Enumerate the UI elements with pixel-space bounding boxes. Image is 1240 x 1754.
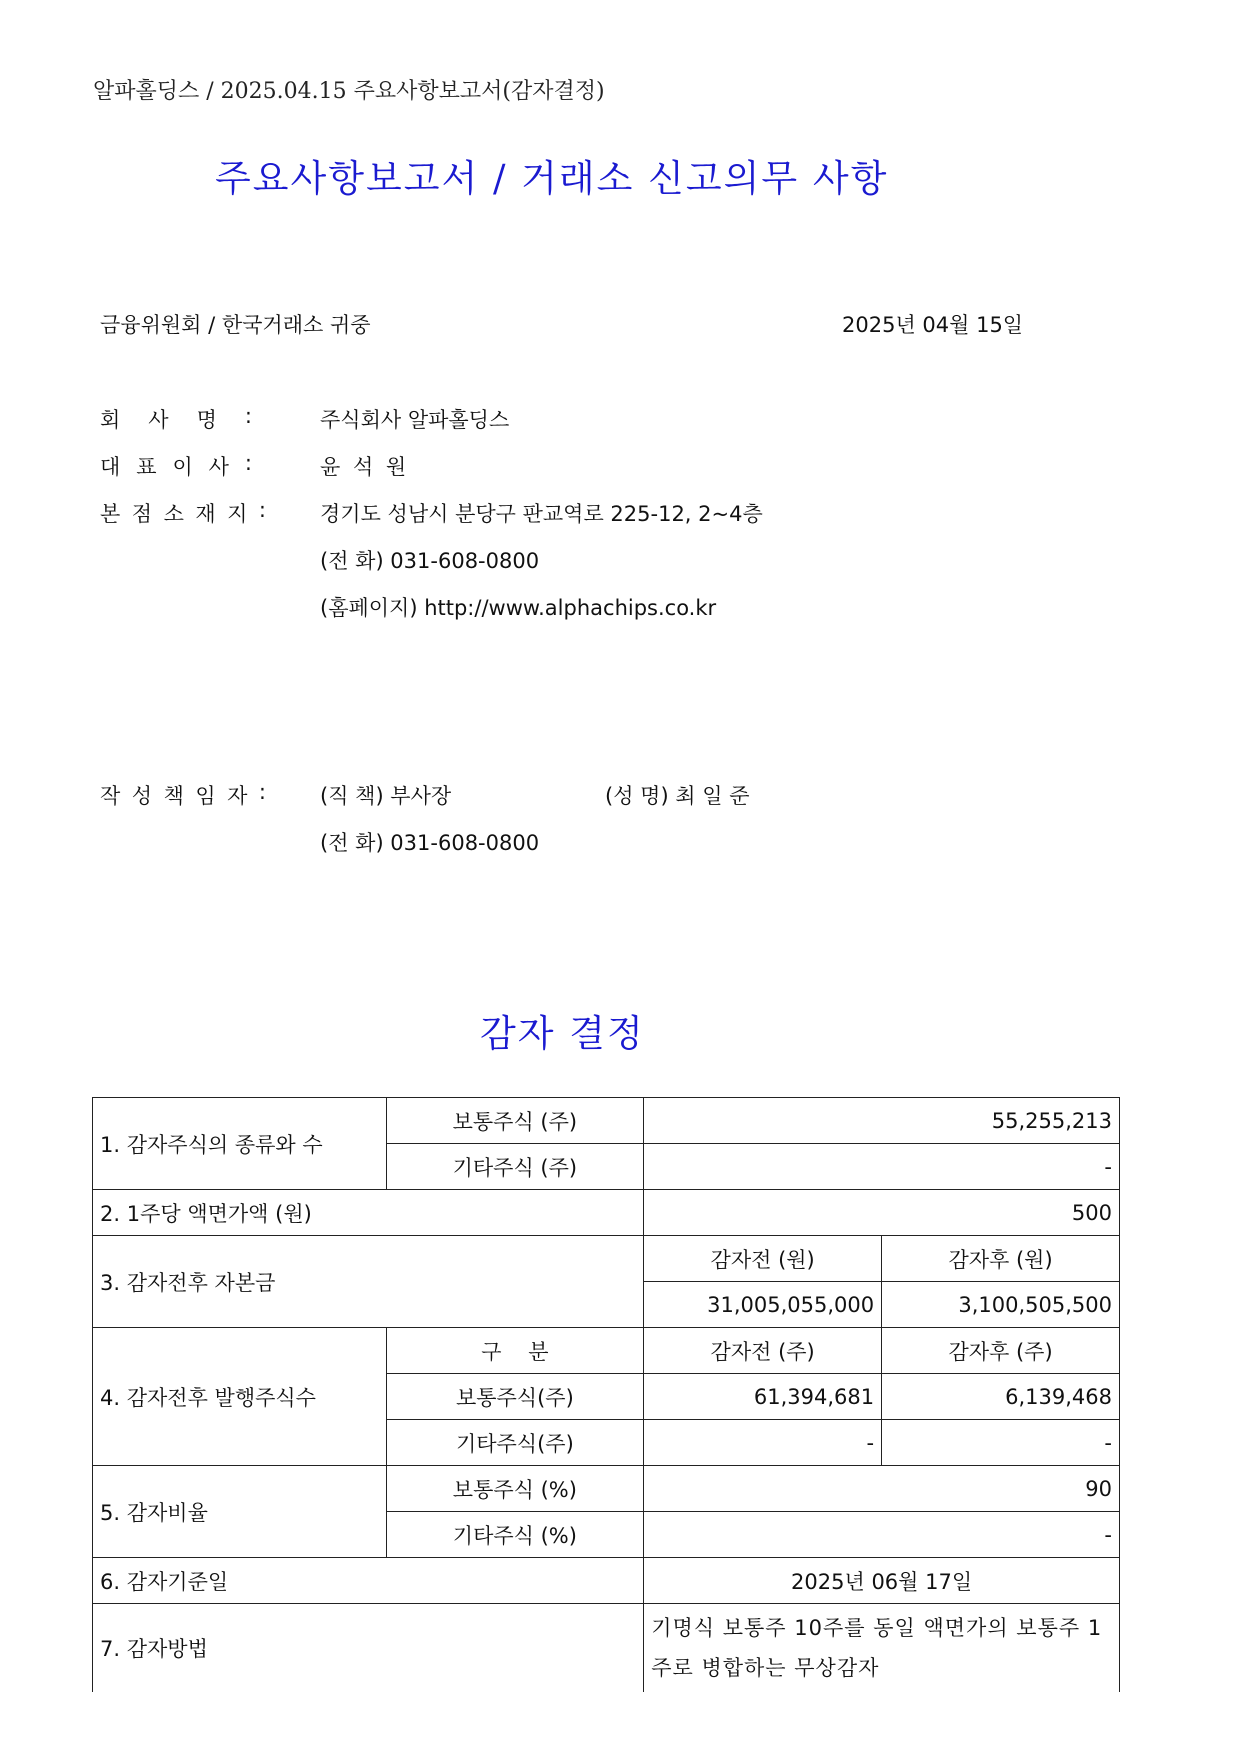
row7-value: 기명식 보통주 10주를 동일 액면가의 보통주 1주로 병합하는 무상감자 (644, 1604, 1120, 1693)
ceo-label: 대 표 이 사 : (100, 451, 252, 479)
company-homepage: (홈페이지) http://www.alphachips.co.kr (320, 596, 717, 620)
section-title: 감자 결정 (480, 1012, 645, 1055)
table-row (93, 1098, 1120, 1144)
row6-value: 2025년 06월 17일 (644, 1558, 1120, 1604)
writer-position: (직 책) 부사장 (320, 784, 452, 808)
row5a-sub: 보통주식 (%) (386, 1466, 644, 1512)
table-row (93, 1190, 1120, 1236)
row3-header-after: 감자후 (원) (882, 1236, 1120, 1282)
address-label: 본 점 소 재 지 : (100, 498, 266, 526)
row2-label: 2. 1주당 액면가액 (원) (93, 1190, 644, 1236)
row4b-sub: 기타주식(주) (386, 1420, 644, 1466)
row4b-after: - (882, 1420, 1120, 1466)
row4-label: 4. 감자전후 발행주식수 (93, 1328, 387, 1466)
address: 경기도 성남시 분당구 판교역로 225-12, 2~4층 (320, 502, 763, 526)
writer-label: 작 성 책 임 자 : (100, 780, 266, 808)
row5b-value: - (644, 1512, 1120, 1558)
row5a-value: 90 (644, 1466, 1120, 1512)
row5-label: 5. 감자비율 (93, 1466, 387, 1558)
report-date: 2025년 04월 15일 (842, 313, 1024, 337)
capital-reduction-table (92, 1097, 1120, 1692)
table-row (93, 1604, 1120, 1693)
row3-after: 3,100,505,500 (882, 1282, 1120, 1328)
row4-header-division: 구 분 (386, 1328, 644, 1374)
row1-label: 1. 감자주식의 종류와 수 (93, 1098, 387, 1190)
company-name-label: 회 사 명 : (100, 404, 252, 432)
report-title: 주요사항보고서 / 거래소 신고의무 사항 (215, 157, 889, 200)
table-row (93, 1236, 1120, 1282)
table-row (93, 1328, 1120, 1374)
row4a-after: 6,139,468 (882, 1374, 1120, 1420)
row2-value: 500 (644, 1190, 1120, 1236)
company-name: 주식회사 알파홀딩스 (320, 408, 510, 432)
table-row (93, 1466, 1120, 1512)
ceo-name: 윤 석 원 (320, 455, 410, 479)
row1b-sub: 기타주식 (주) (386, 1144, 644, 1190)
row4a-before: 61,394,681 (644, 1374, 882, 1420)
row1a-value: 55,255,213 (644, 1098, 1120, 1144)
writer-phone: (전 화) 031-608-0800 (320, 831, 540, 855)
row4-header-before: 감자전 (주) (644, 1328, 882, 1374)
row4b-before: - (644, 1420, 882, 1466)
writer-name: (성 명) 최 일 준 (605, 784, 750, 808)
row1a-sub: 보통주식 (주) (386, 1098, 644, 1144)
row4-header-after: 감자후 (주) (882, 1328, 1120, 1374)
row1b-value: - (644, 1144, 1120, 1190)
row3-header-before: 감자전 (원) (644, 1236, 882, 1282)
row3-before: 31,005,055,000 (644, 1282, 882, 1328)
table-row (93, 1558, 1120, 1604)
row7-label: 7. 감자방법 (93, 1604, 644, 1693)
row3-label: 3. 감자전후 자본금 (93, 1236, 644, 1328)
row6-label: 6. 감자기준일 (93, 1558, 644, 1604)
recipient: 금융위원회 / 한국거래소 귀중 (100, 313, 371, 337)
company-phone: (전 화) 031-608-0800 (320, 549, 540, 573)
document-header: 알파홀딩스 / 2025.04.15 주요사항보고서(감자결정) (93, 79, 605, 104)
row4a-sub: 보통주식(주) (386, 1374, 644, 1420)
row5b-sub: 기타주식 (%) (386, 1512, 644, 1558)
